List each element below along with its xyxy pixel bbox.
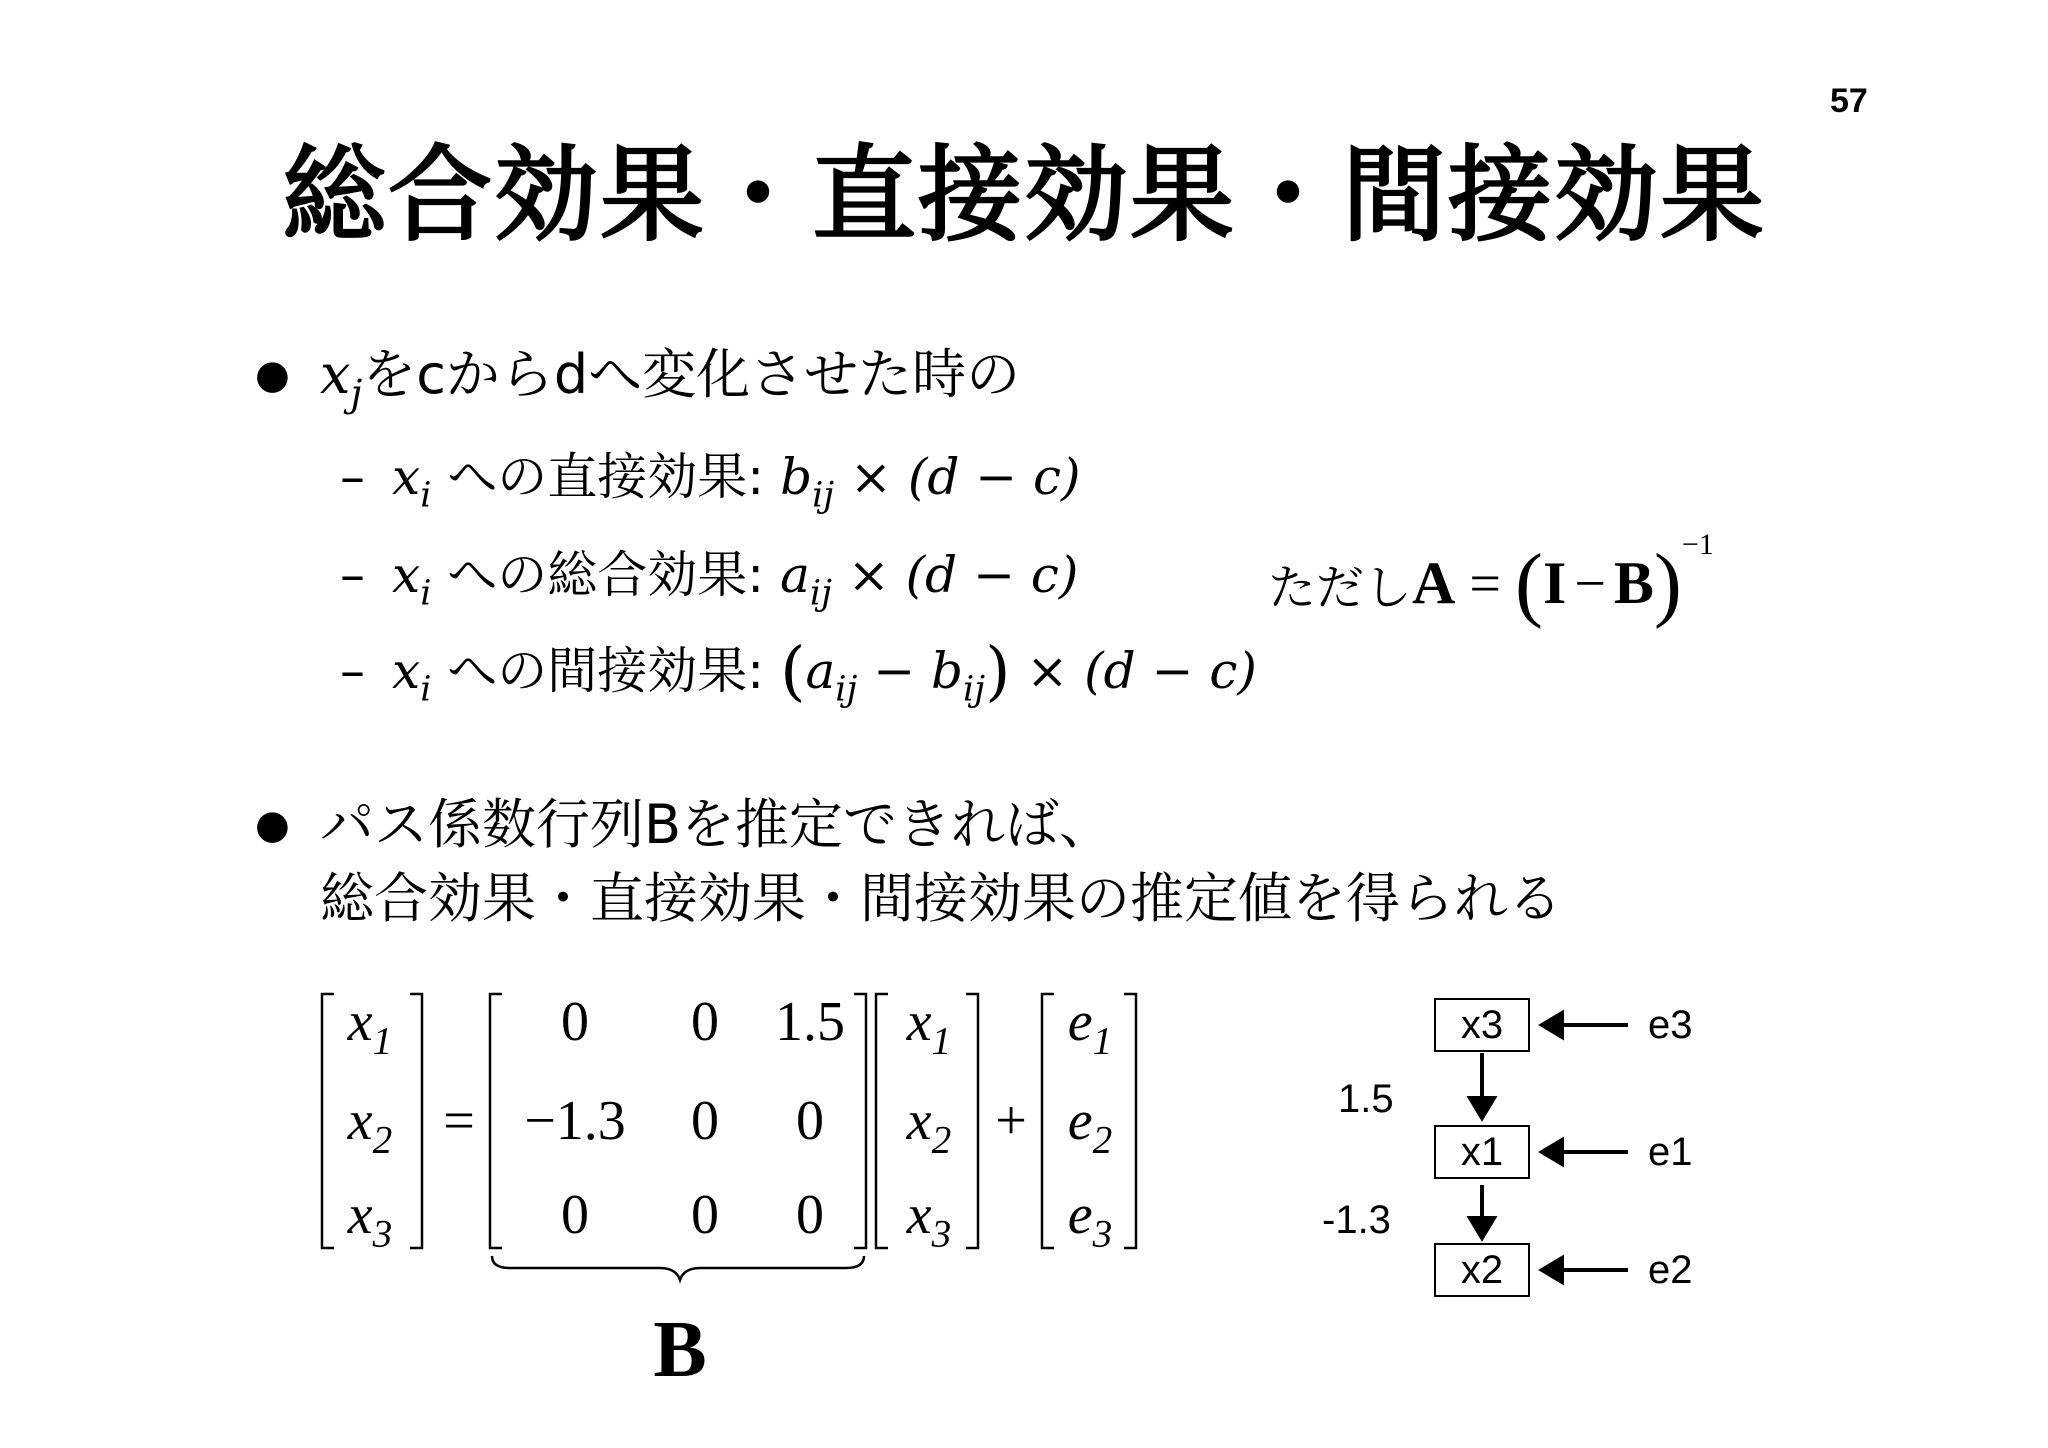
arrow-e3-x3-head (1542, 1013, 1562, 1037)
subitem-label: への総合効果: (447, 546, 765, 604)
var-x: x (392, 642, 421, 700)
coef: a (780, 546, 810, 604)
note-A: A (1412, 550, 1456, 616)
dash: – (340, 448, 365, 506)
coef: b (780, 448, 813, 506)
label-e1: e1 (1648, 1130, 1693, 1174)
minus: − (873, 642, 916, 700)
note-I: I (1542, 550, 1567, 616)
note-open: ( (1514, 537, 1543, 630)
var-sub: i (420, 475, 432, 516)
var-sub: i (420, 573, 432, 614)
plus-sign: + (995, 1090, 1027, 1152)
matrix-cell: −1.3 (524, 1090, 626, 1152)
bullet-1-label: をcからdへ変化させた時の (362, 343, 1021, 406)
equals-sign: = (443, 1090, 475, 1152)
err-entry: $e_1$ (1067, 991, 1113, 1063)
var-x: x (392, 546, 421, 604)
var-sub: j (350, 371, 363, 416)
arrow-e2-x2-head (1542, 1258, 1562, 1282)
dash: – (340, 546, 365, 604)
subitem-label: への間接効果: (447, 642, 765, 700)
page-title: 総合効果・直接効果・間接効果 (281, 134, 1766, 256)
matrix-cell: 0 (691, 991, 719, 1053)
matrix-cell: 0 (561, 991, 589, 1053)
page-number: 57 (1830, 82, 1868, 120)
matrix-cell: 0 (691, 1184, 719, 1246)
coef-a-sub: ij (835, 669, 858, 710)
matrix-cell: 0 (796, 1184, 824, 1246)
vec-entry: $x_3$ (906, 1184, 952, 1256)
note-close: ) (1653, 537, 1682, 630)
bullet-dot: ● (255, 352, 290, 398)
note-B: B (1613, 550, 1654, 616)
brace-label-B: B (653, 1306, 707, 1394)
note-minus: − (1574, 552, 1606, 615)
coef-x3-x1: 1.5 (1338, 1077, 1394, 1121)
note-exp: −1 (1681, 528, 1714, 561)
coef-x1-x2: -1.3 (1322, 1198, 1391, 1242)
bullet-2-line-2: 総合効果・直接効果・間接効果の推定値を得られる (320, 867, 1562, 930)
lhs-entry: $x_2$ (347, 1090, 393, 1162)
underbrace (492, 1256, 864, 1280)
note-prefix: ただし (1268, 560, 1413, 616)
times: × (1026, 642, 1069, 700)
paren-expr: (d − c) (1084, 642, 1257, 700)
matrix-cell: 1.5 (775, 991, 845, 1053)
arrow-x3-x1-head (1470, 1098, 1494, 1118)
dash: – (340, 642, 365, 700)
coef-b-sub: ij (963, 669, 986, 710)
node-x2: x2 (1434, 1243, 1530, 1297)
label-e2: e2 (1648, 1248, 1693, 1292)
times: × (847, 546, 890, 604)
err-entry: $e_2$ (1067, 1090, 1113, 1162)
bullet-dot: ● (255, 802, 290, 848)
bullet-2-line-1: パス係数行列Bを推定できれば、 (320, 793, 1114, 856)
coef-b: b (931, 642, 964, 700)
var-x: x (320, 343, 351, 406)
err-entry: $e_3$ (1067, 1184, 1113, 1256)
matrix-left-bracket (490, 994, 502, 1248)
note-eq: = (1469, 552, 1501, 615)
matrix-cell: 0 (796, 1090, 824, 1152)
lhs-entry: $x_1$ (347, 991, 393, 1063)
label-e3: e3 (1648, 1003, 1693, 1047)
coef-a: a (805, 642, 836, 700)
lhs-entry: $x_3$ (347, 1184, 393, 1256)
paren-expr: (d − c) (905, 546, 1079, 604)
arrow-e1-x1-head (1542, 1140, 1562, 1164)
times: × (850, 448, 892, 506)
coef-sub: ij (809, 573, 832, 614)
close-paren: ) (985, 634, 1011, 710)
paren-expr: (d − c) (907, 448, 1081, 506)
open-paren: ( (780, 634, 806, 710)
var-x: x (392, 448, 421, 506)
node-x3: x3 (1434, 998, 1530, 1052)
node-x1: x1 (1434, 1125, 1530, 1179)
lhs-right-bracket (410, 994, 422, 1248)
vec-entry: $x_1$ (906, 991, 952, 1063)
var-sub: i (420, 669, 432, 710)
subitem-label: への直接効果: (447, 448, 765, 506)
coef-sub: ij (812, 475, 835, 516)
matrix-cell: 0 (691, 1090, 719, 1152)
arrow-x1-x2-head (1470, 1218, 1494, 1238)
matrix-cell: 0 (561, 1184, 589, 1246)
vec-entry: $x_2$ (906, 1090, 952, 1162)
